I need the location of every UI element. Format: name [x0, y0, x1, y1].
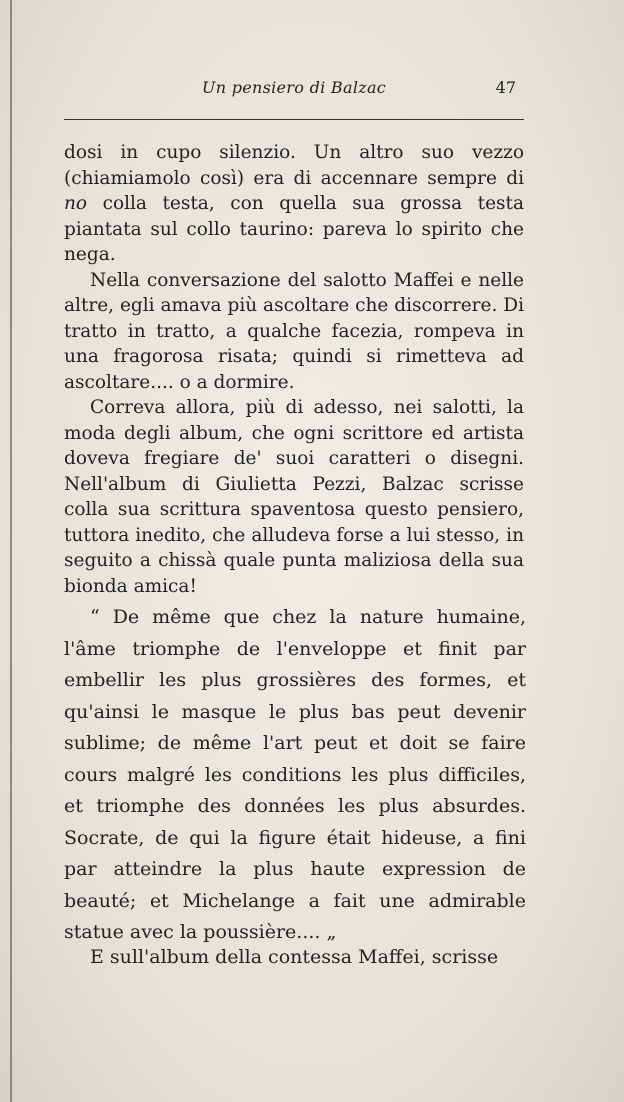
header-rule: [64, 119, 524, 120]
page-number: 47: [495, 78, 516, 97]
paragraph-1: [64, 140, 524, 268]
body-text: [64, 140, 524, 599]
page-binding-edge: [10, 0, 12, 1102]
paragraph-1-text-b: colla testa, con quella sua grossa testa piantata sul collo taurino: pareva lo spirito che nega.: [64, 193, 524, 265]
paragraph-continued: E sull'album della contessa Maffei, scrisse: [90, 946, 499, 968]
paragraph-2: Nella conversazione del salotto Maffei e nelle altre, egli amava più ascoltare che discorrere. Di tratto in tratto, a qualche facezia, rompeva in una fragorosa risata; quindi si rimetteva ad ascoltare.... o a dormire.: [64, 269, 524, 393]
running-title: Un pensiero di Balzac: [201, 78, 387, 97]
paragraph-1-emphasis: no: [64, 193, 88, 214]
balzac-quote: “ De même que chez la nature humaine, l'âme triomphe de l'enveloppe et finit par embellir les plus grossières des formes, et qu'ainsi le masque le plus bas peut devenir sublime; de même l'art peut et doit se faire cours malgré les conditions les plus difficiles, et triomphe des données les plus absurdes. Socrate, de qui la figure était hideuse, a fini par atteindre la plus haute expression de beauté; et Michelange a fait une admirable statue avec la poussière.... „: [64, 606, 526, 943]
paragraph-1-text-a: dosi in cupo silenzio. Un altro suo vezzo (chiamiamolo così) era di accennare sempre di: [64, 142, 524, 189]
page-header: [64, 78, 524, 102]
paragraph-3: Correva allora, più di adesso, nei salotti, la moda degli album, che ogni scrittore ed artista doveva fregiare de' suoi caratteri o disegni. Nell'album di Giulietta Pezzi, Balzac scrisse colla sua scrittura spaventosa questo pensiero, tuttora inedito, che alludeva forse a lui stesso, in seguito a chissà quale punta maliziosa della sua bionda amica!: [64, 397, 524, 597]
